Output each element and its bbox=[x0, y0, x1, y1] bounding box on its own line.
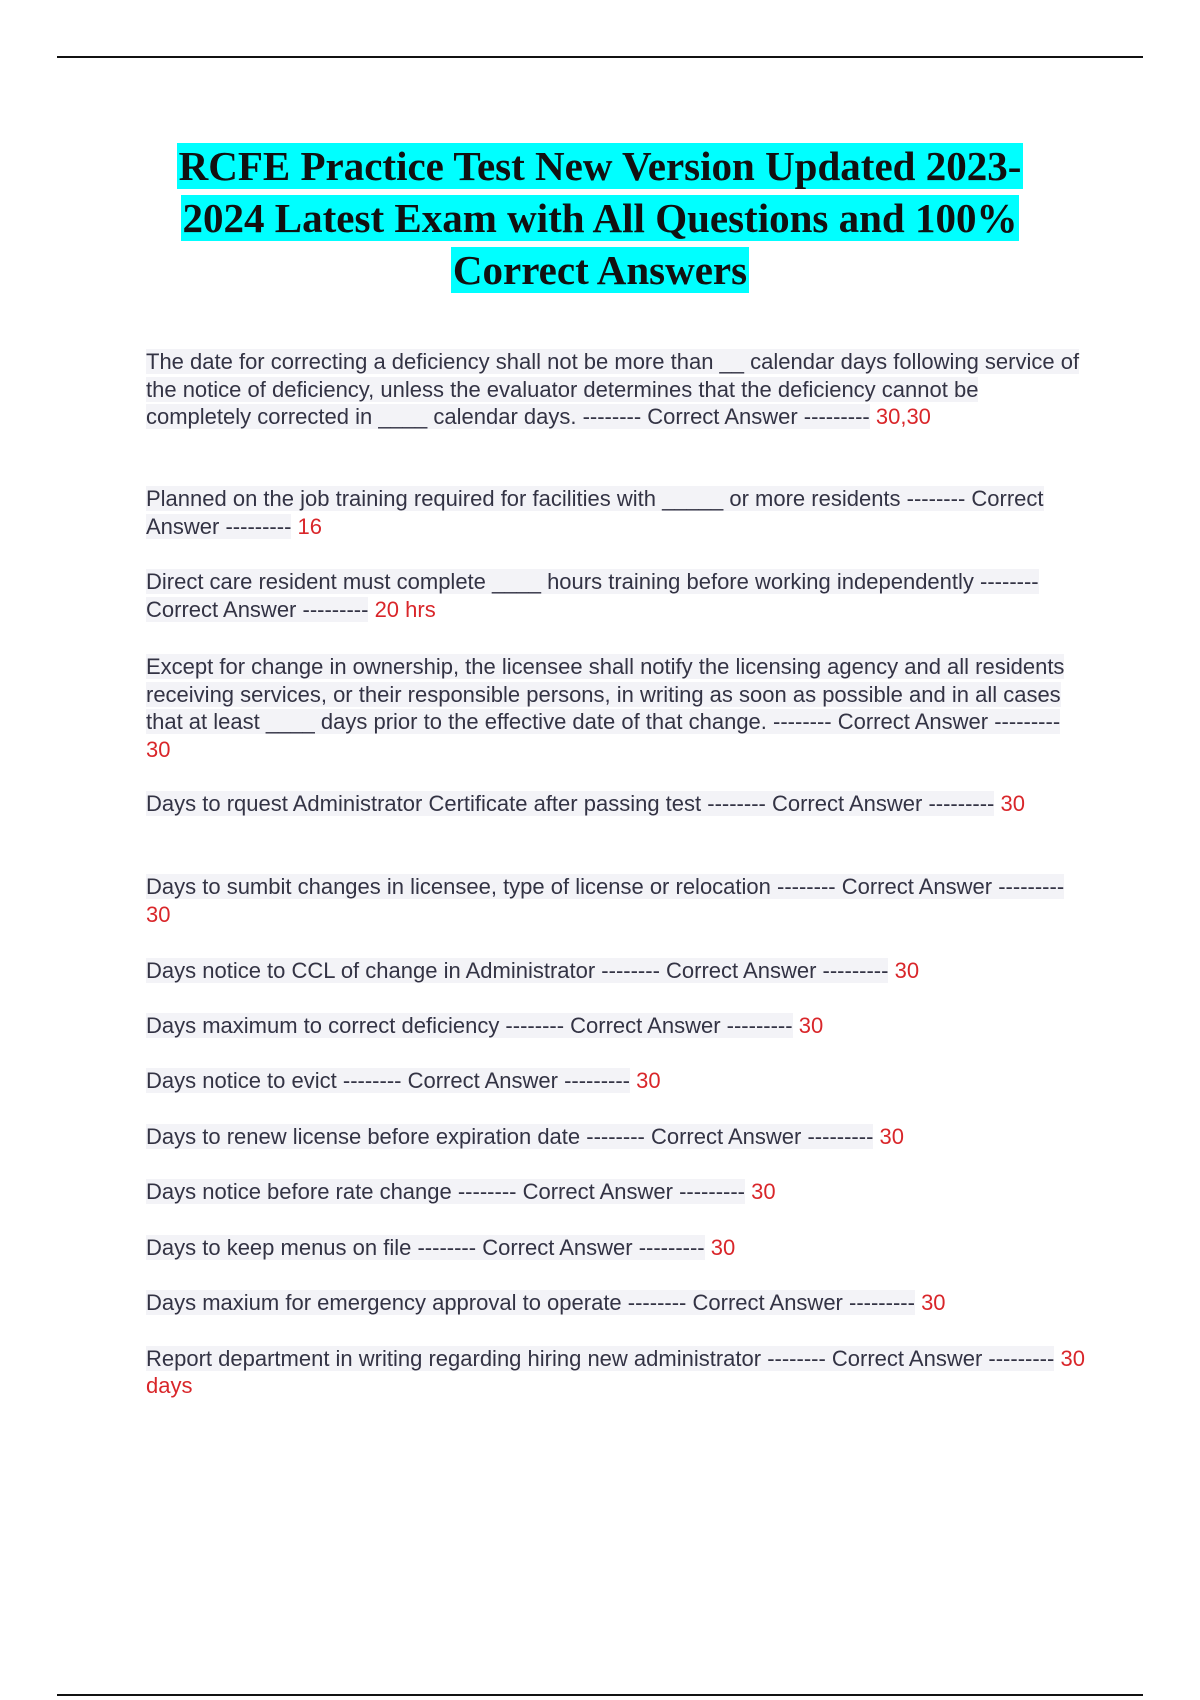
question-text: Days notice to evict -------- Correct Answer --------- bbox=[146, 1068, 631, 1093]
question-text: Planned on the job training required for facilities with _____ or more residents -------- Correct Answer --------- bbox=[146, 486, 1044, 539]
qa-item bbox=[146, 1123, 1086, 1151]
answer-text: 30,30 bbox=[875, 404, 931, 429]
question-text: Days notice before rate change -------- Correct Answer --------- bbox=[146, 1179, 746, 1204]
question-text: Days to sumbit changes in licensee, type of license or relocation -------- Correct Answer --------- bbox=[146, 874, 1065, 899]
answer-text: 30 days bbox=[146, 1345, 1085, 1398]
qa-item bbox=[146, 873, 1086, 928]
question-text: The date for correcting a deficiency shall not be more than __ calendar days following service of the notice of deficiency, unless the evaluator determines that the deficiency cannot be completely corrected in ____ calendar days. -------- Correct Answer --------- bbox=[146, 349, 1080, 429]
top-rule bbox=[57, 56, 1143, 58]
qa-item bbox=[146, 653, 1086, 763]
qa-item bbox=[146, 348, 1086, 458]
question-text: Except for change in ownership, the licensee shall notify the licensing agency and all residents receiving services, or their responsible persons, in writing as soon as possible and in all cases that at least ____ days prior to the effective date of that change. -------- Correct Answer --------- bbox=[146, 654, 1065, 734]
question-text: Days to keep menus on file -------- Correct Answer --------- bbox=[146, 1234, 705, 1260]
answer-text: 30 bbox=[146, 901, 171, 927]
document-title bbox=[140, 140, 1060, 296]
question-text: Report department in writing regarding hiring new administrator -------- Correct Answer --------- bbox=[146, 1345, 1055, 1371]
qa-item bbox=[146, 485, 1086, 540]
qa-item bbox=[146, 1012, 1086, 1040]
qa-item bbox=[146, 1234, 1086, 1262]
question-text: Days to renew license before expiration date -------- Correct Answer --------- bbox=[146, 1123, 874, 1149]
answer-text: 30 bbox=[798, 1012, 824, 1038]
title-text: RCFE Practice Test New Version Updated 2023-2024 Latest Exam with All Questions and 100% Correct Answers bbox=[178, 143, 1022, 293]
answer-text: 30 bbox=[636, 1068, 661, 1093]
answer-text: 30 bbox=[879, 1123, 905, 1149]
question-text: Days to rquest Administrator Certificate after passing test -------- Correct Answer --------- bbox=[146, 791, 995, 816]
qa-item bbox=[146, 790, 1086, 845]
answer-text: 16 bbox=[297, 513, 323, 539]
answer-text: 30 bbox=[921, 1290, 946, 1315]
question-text: Direct care resident must complete ____ hours training before working independently -------- Correct Answer --------- bbox=[146, 569, 1039, 622]
qa-item bbox=[146, 1345, 1086, 1400]
question-text: Days maximum to correct deficiency -------- Correct Answer --------- bbox=[146, 1012, 793, 1038]
answer-text: 30 bbox=[710, 1234, 736, 1260]
question-text: Days maxium for emergency approval to operate -------- Correct Answer --------- bbox=[146, 1290, 915, 1315]
qa-item bbox=[146, 957, 1086, 985]
qa-item bbox=[146, 568, 1086, 623]
qa-list bbox=[146, 348, 1086, 1400]
bottom-rule bbox=[57, 1694, 1143, 1696]
qa-item bbox=[146, 1178, 1086, 1206]
answer-text: 30 bbox=[1000, 791, 1025, 816]
qa-item bbox=[146, 1067, 1086, 1095]
answer-text: 30 bbox=[751, 1179, 776, 1204]
qa-item bbox=[146, 1289, 1086, 1317]
answer-text: 20 hrs bbox=[374, 596, 436, 622]
answer-text: 30 bbox=[894, 958, 920, 983]
question-text: Days notice to CCL of change in Administrator -------- Correct Answer --------- bbox=[146, 958, 889, 983]
answer-text: 30 bbox=[146, 736, 171, 762]
